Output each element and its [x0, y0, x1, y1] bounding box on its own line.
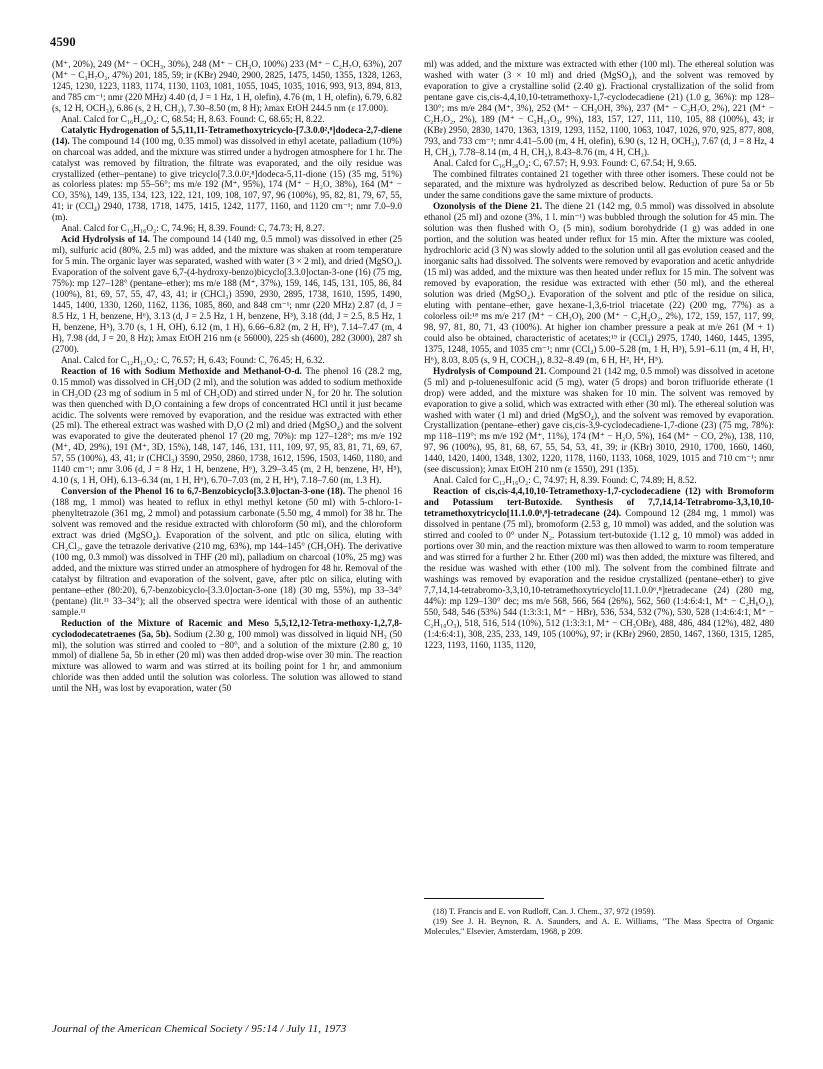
page-number: 4590 [50, 35, 76, 49]
section-body: The compound 14 (140 mg, 0.5 mmol) was dissolved in ether (25 ml), sulfuric acid (80%, 2.5 ml) was added, and the mixture was shaken at room temperature for 5 min. The organic layer was separated, washed with water (3 × 2 ml), and dried (MgSO₄). Evaporation of the solvent gave 6,7-(4-hydroxy-benzo)bicyclo[3.3.0]octan-3-one (16) (75 mg, 75%): mp 127–128° (pentane–ether); ms m/e 188 (M⁺, 37%), 159, 146, 145, 131, 105, 86, 84 (100%), 81, 69, 57, 55, 47, 43, 41; ir (CHCl₃) 3590, 2930, 2895, 1738, 1610, 1595, 1490, 1445, 1400, 1330, 1260, 1162, 1136, 1085, 860, and 848 cm⁻¹; nmr (220 MHz) 2.87 (d, J = 8.5 Hz, 1 H, benzene, H⁶), 3.13 (d, J = 2.5 Hz, 1 H, benzene, H³), 3.18 (dd, J = 2.5, 8.5 Hz, 1 H, benzene, H⁵), 3.70 (s, 1 H, OH), 6.12 (m, 1 H), 6.66–6.82 (m, 2 H, H⁶), 7.14–7.47 (m, 4 H), 7.98 (dd, J = 20, 8 Hz); λmax EtOH 216 nm (ε 56000), 225 sh (4600), 282 (3000), 287 sh (2700). [52, 235, 402, 355]
section-title: Reduction of the Mixture of Racemic and Meso 5,5,12,12-Tetra-methoxy-1,2,7,8-cyclododecatetraenes (5a, 5b). [52, 618, 402, 640]
section-body: Sodium (2.30 g, 100 mmol) was dissolved in liquid NH₃ (50 ml), the solution was stirred and cooled to −80°, and a solution of the mixture (2.80 g, 10 mmol) of diallene 5a, 5b in ether (20 ml) was then added drop-wise over 30 min. The reaction mixture was allowed to warm and was stirred at its boiling point for 1 hr, and ammonium chloride was then added until the solution was colorless. The solution was allowed to stand until the NH₃ was lost by evaporation, water (50 [52, 629, 402, 695]
experimental-section [424, 487, 774, 651]
left-column [52, 60, 402, 1010]
section-body: (M⁺, 20%), 249 (M⁺ − OCH₃, 30%), 248 (M⁺ − CH₃O, 100%) 233 (M⁺ − C₂H₇O, 63%), 207 (M⁺ − C₃H₇O₂, 47%) 201, 185, 59; ir (KBr) 2940, 2900, 2825, 1475, 1450, 1355, 1328, 1263, 1245, 1230, 1223, 1183, 1174, 1130, 1103, 1081, 1055, 1045, 1035, 1016, 993, 913, 894, 813, and 785 cm⁻¹; nmr (220 MHz) 4.40 (d, J = 1 Hz, 1 H, olefin), 4.76 (m, 1 H, olefin), 6.79, 6.82 (s, 12 H, OCH₃), 6.86 (s, 2 H, CH₂), 7.30–8.50 (m, 8 H); λmax EtOH 244.5 nm (ε 17.000). [52, 60, 402, 114]
section-title: Catalytic Hydrogenation of 5,5,11,11-Tetramethoxytricyclo-[7.3.0.0²,⁸]dodeca-2,7-diene (14). [52, 125, 402, 147]
experimental-section [52, 126, 402, 225]
section-body: The compound 14 (100 mg, 0.35 mmol) was dissolved in ethyl acetate, palladium (10%) on charcoal was added, and the mixture was stirred under a hydrogen atmosphere for 1 hr. The catalyst was removed by filtration, the filtrate was evaporated, and the oily residue was crystallized (ether–pentane) to give tricyclo[7.3.0.0²,⁸]dodeca-5,11-dione (15) (35 mg, 51%) as colorless plates: mp 55–56°; ms m/e 192 (M⁺, 95%), 174 (M⁺ − H₂O, 38%), 164 (M⁺ − CO, 35%), 149, 135, 134, 123, 122, 121, 109, 108, 107, 97, 96 (100%), 95, 82, 81, 79, 67, 55, 41; ir (CCl₄) 2940, 1738, 1718, 1475, 1415, 1242, 1177, 1160, and 1120 cm⁻¹; nmr 7.0–9.0 (m). [52, 136, 402, 224]
elemental-analysis [424, 476, 774, 487]
section-body: The phenol 16 (188 mg, 1 mmol) was heated to reflux in ethyl methyl ketone (50 ml) with 5-chloro-1-phenyltetrazole (361 mg, 2 mmol) and potassium carbonate (5.50 mg, 4 mmol) for 38 hr. The solvent was removed and the residue extracted with chloroform (50 ml), and the chloroform extract was dried (MgSO₄). Evaporation of the solvent, and ptlc on silica, eluting with CH₂Cl₂, gave the tetrazole derivative (210 mg, 63%), mp 144–145° (CH₃OH). The derivative (100 mg, 0.3 mmol) was dissolved in THF (20 ml), palladium on charcoal (10%, 25 mg) was added, and the mixture was stirred under an atmosphere of hydrogen for 48 hr. Removal of the catalyst by filtration and evaporation of the solvent, gave, after ptlc on silica, eluting with pentane–ether (80:20), 6,7-benzobicyclo-[3.3.0]octan-3-one (18) (30 mg, 55%), mp 33–34° (pentane) (lit.¹¹ 33–34°); all the observed spectra were identical with those of an authentic sample.¹¹ [52, 487, 402, 618]
footnote-rule [424, 898, 544, 899]
section-title: Acid Hydrolysis of 14. [61, 235, 150, 246]
experimental-section [424, 367, 774, 477]
experimental-section [52, 487, 402, 618]
section-body: Anal. Calcd for C₁₂H₁₆O₂: C, 74.97; H, 8.39. Found: C, 74.89; H, 8.52. [433, 476, 697, 487]
right-column [424, 60, 774, 1010]
paragraph [424, 170, 774, 203]
elemental-analysis [52, 356, 402, 367]
section-title: Reaction of 16 with Sodium Methoxide and Methanol-O-d. [61, 366, 302, 377]
section-body: Anal. Calcd for C₁₂H₁₂O₂: C, 76.57; H, 6.43; Found: C, 76.45; H, 6.32. [61, 355, 325, 366]
section-body: The combined filtrates contained 21 together with three other isomers. These could not be separated, and the mixture was hydrolyzed as described below. Reduction of pure 5a or 5b under the same conditions gave the same mixture of products. [424, 169, 774, 202]
section-title: Reaction of cis,cis-4,4,10,10-Tetramethoxy-1,7-cyclodecadiene (12) with Bromoform and Potassium tert-Butoxide. Synthesis of 7,7,14,14-Tetrabromo-3,3,10,10-tetramethoxytricyclo[11.1.0.0⁶,⁸]-tetradecane (24). [424, 487, 774, 520]
section-body: The diene 21 (142 mg, 0.5 mmol) was dissolved in absolute ethanol (25 ml) and ozone (3%, 1 l. min⁻¹) was bubbled through the solution for 45 min. The solution was then flushed with O₂ (5 min), sodium borohydride (1 g) was added in one portion, and the solution was heated under reflux for 15 min. After the mixture was cooled, hydrochloric acid (3 N) was slowly added to the solution until all gas evolution ceased and the inorganic salts had dissolved. The solvents were removed by evaporation and acetic anhydride (15 ml) was added, and the mixture was then heated under reflux for 15 min. The solvent was removed by evaporation, the residue was extracted with ether (50 ml), and the ethereal solution was dried (MgSO₄). Evaporation of the solvent and ptlc of the residue on silica, eluting with pentane–ether, gave hexane-1,3,6-triol triacetate (22) (200 mg, 77%) as a colorless oil:¹⁸ ms m/e 217 (M⁺ − CH₃O), 200 (M⁺ − C₂H₄O₂, 2%), 172, 159, 157, 117, 99, 98, 97, 81, 80, 71, 43 (100%). At higher ion chamber pressure a peak at m/e 261 (M + 1) could also be obtained, characteristic of acetates;¹⁹ ir (CCl₄) 2975, 1740, 1460, 1445, 1395, 1375, 1248, 1055, and 1035 cm⁻¹; nmr (CCl₄) 5.00–5.28 (m, 1 H, H³), 5.91–6.11 (m, 4 H, H¹, H⁶), 8.03, 8.05 (s, 9 H, COCH₃), 8.32–8.49 (m, 6 H, H², H⁴, H⁵). [424, 202, 774, 366]
section-title: Hydrolysis of Compound 21. [433, 366, 547, 377]
section-title: Conversion of the Phenol 16 to 6,7-Benzobicyclo[3.3.0]octan-3-one (18). [61, 487, 346, 498]
section-body: Compound 21 (142 mg, 0.5 mmol) was dissolved in acetone (5 ml) and p-toluenesulfonic acid (5 mg), water (5 drops) and boron trifluoride etherate (1 drop) were added, and the mixture was shaken for 10 min. The solvent was removed by evaporation to give a solid, which was extracted with ether (30 ml). The ethereal solution was washed with water (1 ml) and dried (MgSO₄), and the solvent was removed by evaporation. Crystallization (pentane–ether) gave cis,cis-3,9-cyclodecadiene-1,7-dione (23) (75 mg, 78%): mp 118–119°; ms m/e 192 (M⁺, 11%), 174 (M⁺ − H₂O, 5%), 164 (M⁺ − CO, 2%), 138, 110, 97, 96 (100%), 95, 81, 68, 67, 55, 54, 53, 41, 39; ir (KBr) 3010, 2910, 1700, 1660, 1460, 1440, 1420, 1400, 1348, 1302, 1220, 1178, 1160, 1133, 1068, 1029, 1015 and 710 cm⁻¹; nmr (see discussion); λmax EtOH 210 nm (ε 1550), 291 (135). [424, 366, 774, 476]
elemental-analysis [424, 159, 774, 170]
footnotes [424, 898, 774, 937]
experimental-section [52, 235, 402, 355]
section-body: Anal. Calcd for C₁₆H₂₈O₄: C, 67.57; H, 9.93. Found: C, 67.54; H, 9.65. [433, 158, 697, 169]
experimental-section [424, 202, 774, 366]
elemental-analysis [52, 224, 402, 235]
footnote: (19) See J. H. Beynon, R. A. Saunders, and A. E. Williams, "The Mass Spectra of Organic Molecules," Elsevier, Amsterdam, 1968, p 209. [424, 917, 774, 936]
section-body: Anal. Calcd for C₁₆H₂₄O₄: C, 68.54; H, 8.63. Found: C, 68.65; H, 8.22. [61, 114, 325, 125]
paragraph [52, 60, 402, 115]
section-body: The phenol 16 (28.2 mg, 0.15 mmol) was dissolved in CH₃OD (2 ml), and the solution was added to sodium methoxide in CH₃OD (23 mg of sodium in 5 ml of CH₃OD) and stirred under N₂ for 20 hr. The solution was then quenched with D₂O containing a few drops of concentrated HCl until it just became acidic. The solvents were removed by evaporation, and the residue was extracted with ether (25 ml). The ethereal extract was washed with D₂O (2 ml) and dried (MgSO₄) and the solvent was evaporated to give the deuterated phenol 17 (20 mg, 70%): mp 127–128°; ms m/e 192 (M⁺, 4D, 29%), 191 (M⁺, 3D, 15%), 148, 147, 146, 131, 111, 109, 97, 95, 83, 81, 71, 69, 67, 57, 55 (100%), 43, 41; ir (CHCl₃) 3590, 2950, 2860, 1738, 1612, 1596, 1503, 1460, 1180, and 1140 cm⁻¹; nmr 3.06 (d, J = 8 Hz, 1 H, benzene, H⁶), 3.29–3.45 (m, 2 H, benzene, H³, H⁵), 4.10 (s, 1 H, OH), 6.13–6.34 (m, 1 H, H⁶), 6.70–7.03 (m, 2 H, H⁶), 7.18–7.60 (m, 1.3 H). [52, 366, 402, 487]
section-body: ml) was added, and the mixture was extracted with ether (100 ml). The ethereal solution was washed with water (3 × 10 ml) and dried (MgSO₄), and the solvent was removed by evaporation to give a crystalline solid (2.40 g). Fractional crystallization of the solid from pentane gave cis,cis-4,4,10,10-tetramethoxy-1,7-cyclodecadiene (21) (1.0 g, 36%): mp 128–130°; ms m/e 284 (M⁺, 3%), 252 (M⁺ − CH₃OH, 3%), 237 (M⁺ − C₂H₇O, 2%), 221 (M⁺ − C₂H₇O₂, 2%), 189 (M⁺ − C₃H₁₁O₃, 9%), 183, 157, 127, 111, 110, 105, 88 (100%), 43; ir (KBr) 2950, 2830, 1470, 1363, 1319, 1293, 1152, 1100, 1063, 1047, 1026, 970, 925, 877, 808, 793, and 733 cm⁻¹; nmr 4.41–5.00 (m, 4 H, olefin), 6.90 (s, 12 H, OCH₃), 7.67 (d, J = 8 Hz, 4 H, CH₂), 7.78–8.14 (m, 4 H, CH₂), 8.43–8.76 (m, 4 H, CH₂). [424, 60, 774, 158]
footnote: (18) T. Francis and E. von Rudloff, Can. J. Chem., 37, 972 (1959). [433, 907, 656, 916]
section-body: Anal. Calcd for C₁₂H₁₆O₂: C, 74.96; H, 8.39. Found: C, 74.73; H, 8.27. [61, 224, 325, 235]
section-body: Compound 12 (284 mg, 1 mmol) was dissolved in pentane (75 ml), bromoform (2.53 g, 10 mmol) was added, and the solution was stirred and cooled to 0° under N₂. Potassium tert-butoxide (1.12 g, 10 mmol) was added in portions over 30 min, and the reaction mixture was then allowed to warm to room temperature and was stirred for a further 2 hr. Ether (200 ml) was then added, the mixture was filtered, and the residue was washed with ether (100 ml). The solvent from the combined filtrate and washings was removed by evaporation and the residue crystallized (pentane–ether) to give 7,7,14,14-tetrabromo-3,3,10,10-tetramethoxytricyclo[11.1.0.0⁶,⁸]tetradecane (24) (280 mg, 44%): mp 129–130° dec; ms m/e 568, 566, 564 (26%), 562, 560 (1:4:6:4:1, M⁺ − C₂H₆O₂), 550, 548, 546 (53%) 544 (1:3:3:1, M⁺ − HBr), 536, 534, 532 (7%), 530, 528 (1:4:6:4:1, M⁺ − C₂H₁₀O₃), 518, 516, 514 (10%), 512 (1:3:3:1, M⁺ − CH₃OBr), 488, 486, 484 (12%), 482, 480 (1:4:6:4:1), 308, 235, 233, 149, 105 (100%), 97; ir (KBr) 2960, 2850, 1467, 1360, 1315, 1285, 1223, 1193, 1160, 1135, 1120, [424, 509, 774, 651]
experimental-section [52, 367, 402, 487]
paragraph [424, 60, 774, 159]
journal-footer: Journal of the American Chemical Society / 95:14 / July 11, 1973 [52, 1023, 347, 1035]
experimental-section [52, 619, 402, 696]
elemental-analysis [52, 115, 402, 126]
section-title: Ozonolysis of the Diene 21. [433, 202, 543, 213]
